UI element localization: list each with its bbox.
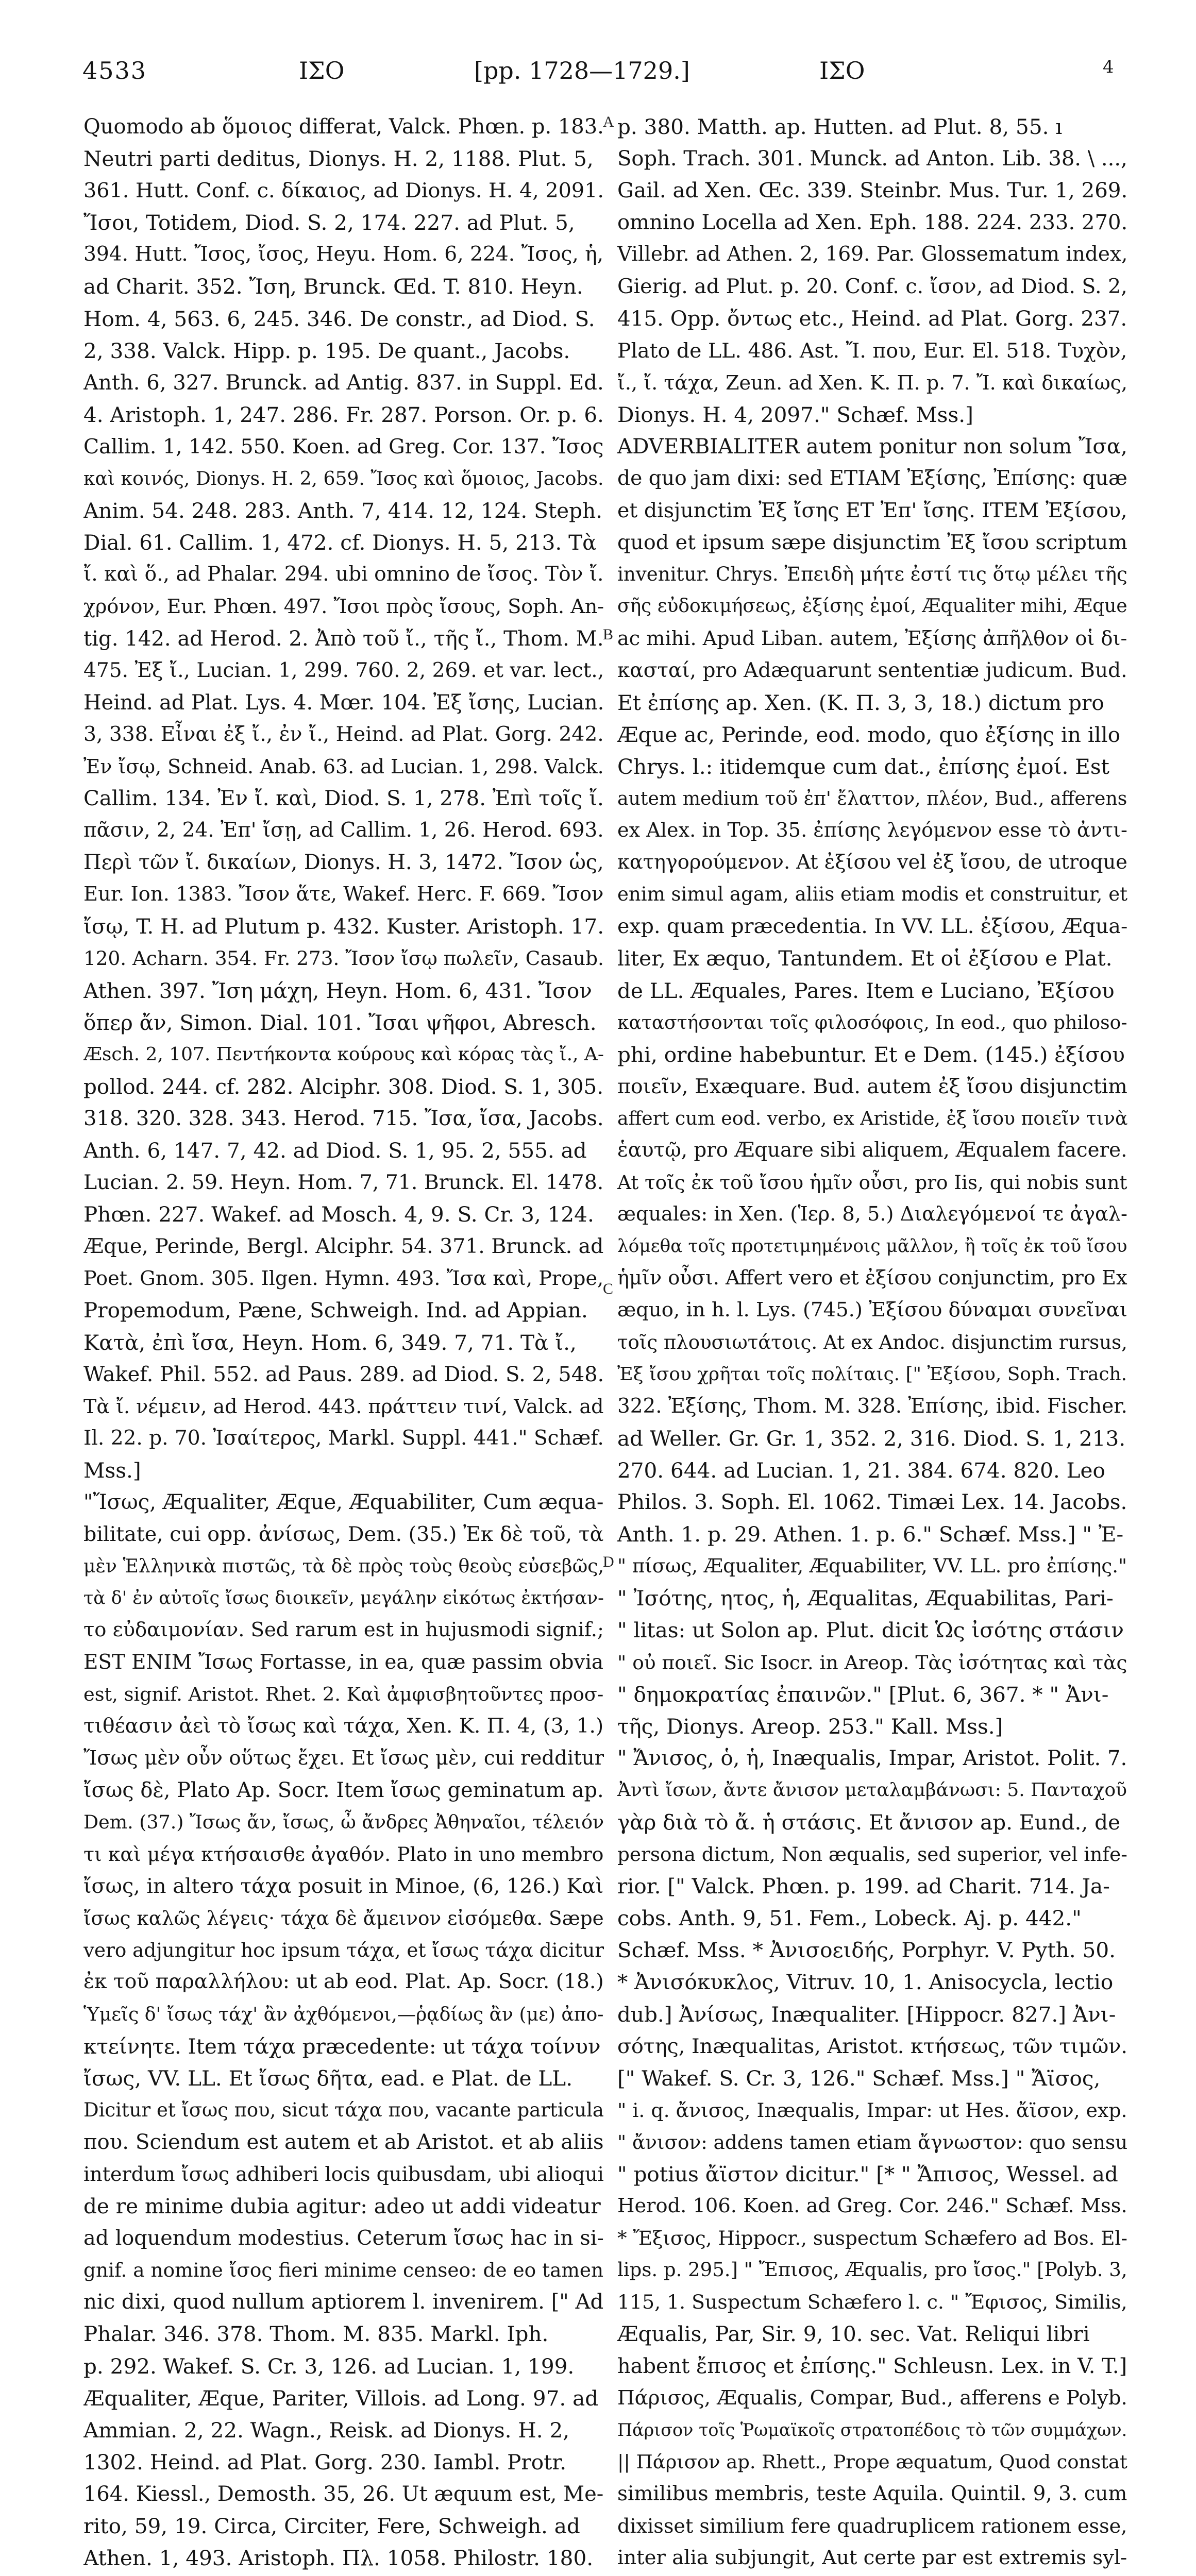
text-line: de LL. Æquales, Pares. Item e Luciano, Ἐξίσου — [617, 978, 1115, 1003]
text-line: Æque ac, Perinde, eod. modo, quo ἐξίσης in illo — [617, 722, 1121, 747]
text-line: τὰ δ' ἐν αὐτοῖς ἴσως διοικεῖν, μεγάλην εἰκότως ἐκτήσαν- — [83, 1588, 604, 1609]
text-line: " οὐ ποιεῖ. Sic Isocr. in Areop. Τὰς ἰσότητας καὶ τὰς — [617, 1651, 1127, 1674]
text-line: Poet. Gnom. 305. Ilgen. Hymn. 493. Ἴσα καὶ, Prope, — [83, 1267, 604, 1290]
text-line: Philos. 3. Soph. El. 1062. Timæi Lex. 14. Jacobs. — [617, 1490, 1127, 1515]
text-line: ad Weller. Gr. Gr. 1, 352. 2, 316. Diod. S. 1, 213. — [617, 1426, 1126, 1451]
text-line: 415. Opp. ὄντως etc., Heind. ad Plat. Gorg. 237. — [617, 306, 1127, 331]
running-header — [82, 57, 1113, 93]
text-line: ἑαυτῷ, pro Æquare sibi aliquem, Æqualem facere. — [617, 1139, 1127, 1162]
text-line: " potius ἄϊστον dicitur." [* " Ἄπισος, Wessel. ad — [617, 2162, 1118, 2187]
text-line: ADVERBIALITER autem ponitur non solum Ἴσα, — [617, 434, 1127, 459]
text-line: το εὐδαιμονίαν. Sed rarum est in hujusmodi signif.; — [83, 1618, 604, 1642]
text-line: Quomodo ab ὅμοιος differat, Valck. Phœn. p. 183. — [83, 115, 604, 139]
text-line: ἴσως, VV. LL. Et ἴσως δῆτα, ead. e Plat. de LL. — [83, 2065, 573, 2091]
text-line: ἴ., ἴ. τάχα, Zeun. ad Xen. K. Π. p. 7. Ἴ. καὶ δικαίως, — [617, 371, 1127, 394]
text-line: Dem. (37.) Ἴσως ἄν, ἴσως, ὦ ἄνδρες Ἀθηναῖοι, τέλειόν — [83, 1810, 604, 1833]
text-line: omnino Locella ad Xen. Eph. 188. 224. 233. 270. — [617, 211, 1127, 235]
right-text-column — [617, 111, 1127, 2576]
text-line: γὰρ διὰ τὸ ἄ. ἡ στάσις. Et ἄνισον ap. Eund., de — [617, 1809, 1121, 1835]
text-line: 164. Kiessl., Demosth. 35, 26. Ut æquum est, Me- — [83, 2482, 604, 2506]
text-line: 475. Ἐξ ἴ., Lucian. 1, 299. 760. 2, 269. et var. lect., — [83, 658, 604, 682]
text-line: cobs. Anth. 9, 51. Fem., Lobeck. Aj. p. 442." — [617, 1906, 1082, 1931]
text-line: 322. Ἐξίσης, Thom. M. 328. Ἐπίσης, ibid. Fischer. — [617, 1394, 1127, 1418]
text-line: Neutri parti deditus, Dionys. H. 2, 1188. Plut. 5, — [83, 146, 594, 172]
text-line: Athen. 397. Ἴση μάχη, Heyn. Hom. 6, 431. Ἴσον — [83, 978, 592, 1003]
text-line: p. 292. Wakef. S. Cr. 3, 126. ad Lucian. 1, 199. — [83, 2353, 575, 2379]
text-line: "Ἴσως, Æqualiter, Æque, Æquabiliter, Cum æqua- — [83, 1490, 604, 1515]
text-line: μὲν Ἑλληνικὰ πιστῶς, τὰ δὲ πρὸς τοὺς θεοὺς εὐσεβῶς, — [83, 1555, 604, 1578]
text-line: 4. Aristoph. 1, 247. 286. Fr. 287. Porson. Or. p. 6. — [83, 402, 604, 427]
text-line: pollod. 244. cf. 282. Alciphr. 308. Diod. S. 1, 305. — [83, 1074, 604, 1099]
text-line: autem medium τοῦ ἐπ' ἔλαττον, πλέον, Bud., afferens — [617, 787, 1127, 809]
text-line: Dicitur et ἴσως που, sicut τάχα που, vacante particula — [83, 2098, 604, 2121]
text-line: Heind. ad Plat. Lys. 4. Mœr. 104. Ἐξ ἴσης, Lucian. — [83, 690, 604, 715]
text-line: tig. 142. ad Herod. 2. Ἀπὸ τοῦ ἴ., τῆς ἴ., Thom. M. — [83, 626, 604, 651]
text-line: dixisset similium fere quadruplicem rationem esse, — [617, 2515, 1127, 2538]
corner-mark: 4 — [1103, 57, 1114, 77]
text-line: vero adjungitur hoc ipsum τάχα, et ἴσως τάχα dicitur — [83, 1939, 604, 1962]
text-line: τι καὶ μέγα κτήσαισθε ἀγαθόν. Plato in uno membro — [83, 1843, 604, 1866]
text-line: Soph. Trach. 301. Munck. ad Anton. Lib. 38. \ ..., — [617, 147, 1127, 171]
text-line: καταστήσονται τοῖς φιλοσόφοις, In eod., quo philoso- — [617, 1011, 1127, 1033]
text-line: ἡμῖν οὖσι. Affert vero et ἐξίσου conjunctim, pro Ex — [617, 1266, 1127, 1290]
text-line: Ἐξ ἴσου χρῆται τοῖς πολίταις. [" Ἐξίσου, Soph. Trach. — [617, 1363, 1127, 1385]
text-line: " πίσως, Æqualiter, Æquabiliter, VV. LL. pro ἐπίσης." — [617, 1555, 1127, 1578]
text-line: Eur. Ion. 1383. Ἴσον ἅτε, Wakef. Herc. F. 669. Ἴσον — [83, 883, 604, 906]
text-line: liter, Ex æquo, Tantundem. Et οἱ ἐξίσου e Plat. — [617, 946, 1113, 971]
text-line: 3, 338. Εἶναι ἐξ ἴ., ἐν ἴ., Heind. ad Plat. Gorg. 242. — [83, 722, 604, 746]
text-line: Ὑμεῖς δ' ἴσως τάχ' ἂν ἀχθόμενοι,—ῥᾳδίως ἂν (με) ἀπο- — [83, 2003, 604, 2025]
text-line: " δημοκρατίας ἐπαινῶν." [Plut. 6, 367. * " Ἀνι- — [617, 1682, 1109, 1707]
text-line: κτείνητε. Item τάχα præcedente: ut τάχα τοίνυν — [83, 2033, 601, 2059]
page-range-reference: [pp. 1728—1729.] — [474, 57, 690, 84]
text-line: [" Wakef. S. Cr. 3, 126." Schæf. Mss.] " Ἄϊσος, — [617, 2065, 1101, 2091]
text-line: τοῖς πλουσιωτάτοις. At ex Andoc. disjunctim rursus, — [617, 1331, 1127, 1353]
text-line: " Ἄνισος, ὁ, ἡ, Inæqualis, Impar, Aristot. Polit. 7. — [617, 1746, 1127, 1770]
text-line: Æqualiter, Æque, Pariter, Villois. ad Long. 97. ad — [83, 2385, 599, 2411]
text-line: enim simul agam, aliis etiam modis et construitur, et — [617, 883, 1127, 906]
text-line: gnif. a nomine ἴσος fieri minime censeo: de eo tamen — [83, 2259, 604, 2282]
text-line: phi, ordine habebuntur. Et e Dem. (145.) ἐξίσου — [617, 1042, 1125, 1067]
text-line: Athen. 1, 493. Aristoph. Πλ. 1058. Philostr. 180. — [83, 2546, 594, 2571]
text-line: Ἴσοι, Totidem, Diod. S. 2, 174. 227. ad Plut. 5, — [83, 210, 575, 235]
text-line: χρόνον, Eur. Phœn. 497. Ἴσοι πρὸς ἴσους, Soph. An- — [83, 595, 604, 618]
text-line: Dial. 61. Callim. 1, 472. cf. Dionys. H. 5, 213. Τὰ — [83, 530, 597, 555]
text-line: dub.] Ἀνίσως, Inæqualiter. [Hippocr. 827.] Ἀνι- — [617, 2002, 1116, 2027]
text-line: ὅπερ ἄν, Simon. Dial. 101. Ἴσαι ψῆφοι, Abresch. — [83, 1010, 597, 1035]
text-line: Anim. 54. 248. 283. Anth. 7, 414. 12, 124. Steph. — [83, 498, 603, 523]
text-line: Ἐν ἴσῳ, Schneid. Anab. 63. ad Lucian. 1, 298. Valck. — [83, 755, 604, 778]
text-line: Villebr. ad Athen. 2, 169. Par. Glossematum index, — [617, 243, 1127, 266]
text-line: persona dictum, Non æqualis, sed superior, vel infe- — [617, 1843, 1127, 1866]
text-line — [83, 2574, 604, 2576]
text-line: Phœn. 227. Wakef. ad Mosch. 4, 9. S. Cr. 3, 124. — [83, 1202, 594, 1227]
text-line: æquales: in Xen. (Ἱερ. 8, 5.) Διαλεγόμενοί τε ἀγαλ- — [617, 1202, 1127, 1226]
margin-marker-c: C — [603, 1280, 614, 1297]
text-line: Gail. ad Xen. Œc. 339. Steinbr. Mus. Tur. 1, 269. — [617, 179, 1127, 203]
text-line: quod et ipsum sæpe disjunctim Ἐξ ἴσου scriptum — [617, 531, 1127, 555]
text-line: * Ἔξισος, Hippocr., suspectum Schæfero ad Bos. El- — [617, 2227, 1127, 2250]
text-line: τιθέασιν ἀεὶ τὸ ἴσως καὶ τάχα, Xen. K. Π. 4, (3, 1.) — [83, 1714, 604, 1738]
text-line: Ἴσως μὲν οὖν οὕτως ἔχει. Et ἴσως μὲν, cui redditur — [83, 1746, 604, 1770]
text-line: Plato de LL. 486. Ast. Ἴ. που, Eur. El. 518. Τυχὸν, — [617, 338, 1127, 363]
text-line: που. Sciendum est autem et ab Aristot. et ab aliis — [83, 2129, 604, 2154]
text-line: Schæf. Mss. * Ἀνισοειδής, Porphyr. V. Pyth. 50. — [617, 1938, 1116, 1963]
text-line: σότης, Inæqualitas, Aristot. κτήσεως, τῶν τιμῶν. — [617, 2034, 1127, 2058]
text-line: interdum ἴσως adhiberi locis quibusdam, ubi alioqui — [83, 2163, 604, 2185]
text-line: κασταί, pro Adæquarunt sententiæ judicum. Bud. — [617, 658, 1127, 682]
text-line: ad Charit. 352. Ἴση, Brunck. Œd. T. 810. Heyn. — [83, 274, 583, 299]
text-line: 2, 338. Valck. Hipp. p. 195. De quant., Jacobs. — [83, 338, 570, 363]
text-line: ex Alex. in Top. 35. ἐπίσης λεγόμενον esse τὸ ἀντι- — [617, 819, 1127, 842]
text-line: 318. 320. 328. 343. Herod. 715. Ἴσα, ἴσα, Jacobs. — [83, 1106, 604, 1130]
text-line: Callim. 1, 142. 550. Koen. ad Greg. Cor. 137. Ἴσος — [83, 434, 604, 459]
margin-marker-d: D — [603, 1553, 614, 1570]
text-line: Æqualis, Par, Sir. 9, 10. sec. Vat. Reliqui libri — [617, 2321, 1090, 2347]
text-line: rior. [" Valck. Phœn. p. 199. ad Charit. 714. Ja- — [617, 1874, 1110, 1899]
text-line: est, signif. Aristot. Rhet. 2. Καὶ ἀμφισβητοῦντες προσ- — [83, 1683, 604, 1705]
text-line: Wakef. Phil. 552. ad Paus. 289. ad Diod. S. 2, 548. — [83, 1362, 604, 1386]
text-line: Anth. 6, 327. Brunck. ad Antig. 837. in Suppl. Ed. — [83, 370, 604, 395]
text-line: de re minime dubia agitur: adeo ut addi videatur — [83, 2194, 601, 2219]
text-line: " Ἰσότης, ητος, ἡ, Æqualitas, Æquabilitas, Pari- — [617, 1586, 1114, 1611]
text-line: λόμεθα τοῖς προτετιμημένοις μᾶλλον, ἢ τοῖς ἐκ τοῦ ἴσου — [617, 1236, 1127, 1257]
text-line: Propemodum, Pæne, Schweigh. Ind. ad Appian. — [83, 1298, 588, 1323]
text-line: exp. quam præcedentia. In VV. LL. ἐξίσου, Æqua- — [617, 914, 1127, 939]
text-line: Anth. 1. p. 29. Athen. 1. p. 6." Schæf. Mss.] " Ἐ- — [617, 1522, 1124, 1547]
text-line: 270. 644. ad Lucian. 1, 21. 384. 674. 820. Leo — [617, 1458, 1105, 1483]
margin-marker-b: B — [603, 626, 614, 643]
text-line: Chrys. l.: itidemque cum dat., ἐπίσης ἐμοί. Est — [617, 754, 1109, 779]
text-line: Dionys. H. 4, 2097." Schæf. Mss.] — [617, 402, 973, 427]
text-line: affert cum eod. verbo, ex Aristide, ἐξ ἴσου ποιεῖν τινὰ — [617, 1107, 1127, 1129]
text-line: πᾶσιν, 2, 24. Ἐπ' ἴσῃ, ad Callim. 1, 26. Herod. 693. — [83, 819, 604, 842]
text-line: et disjunctim Ἐξ ἴσης ET Ἐπ' ἴσης. ITEM Ἐξίσου, — [617, 499, 1127, 523]
text-line: Æque, Perinde, Bergl. Alciphr. 54. 371. Brunck. ad — [83, 1234, 604, 1259]
text-line: invenitur. Chrys. Ἐπειδὴ μήτε ἐστί τις ὅτῳ μέλει τῆς — [617, 563, 1127, 586]
left-text-column — [83, 111, 604, 2576]
text-line: " i. q. ἄνισος, Inæqualis, Impar: ut Hes. ἄϊσον, exp. — [617, 2098, 1127, 2122]
text-line: Lucian. 2. 59. Heyn. Hom. 7, 71. Brunck. El. 1478. — [83, 1171, 604, 1195]
text-line: καὶ κοινός, Dionys. H. 2, 659. Ἴσος καὶ ὅμοιος, Jacobs. — [83, 467, 604, 490]
text-line: EST ENIM Ἴσως Fortasse, in ea, quæ passim obvia — [83, 1650, 604, 1674]
right-headword: ΙΣΟ — [819, 57, 865, 84]
text-line: ad loquendum modestius. Ceterum ἴσως hac in si- — [83, 2226, 604, 2250]
text-line: ποιεῖν, Exæquare. Bud. autem ἐξ ἴσου disjunctim — [617, 1074, 1127, 1098]
text-line: similibus membris, teste Aquila. Quintil. 9, 3. cum — [617, 2482, 1127, 2505]
text-line: Πάρισον τοῖς Ῥωμαϊκοῖς στρατοπέδοις τὸ τῶν συμμάχων. — [617, 2419, 1127, 2440]
text-line: Κατὰ, ἐπὶ ἴσα, Heyn. Hom. 6, 349. 7, 71. Τὰ ἴ., — [83, 1330, 577, 1355]
text-line: Περὶ τῶν ἴ. δικαίων, Dionys. H. 3, 1472. Ἴσον ὡς, — [83, 851, 604, 875]
text-line: Æsch. 2, 107. Πεντήκοντα κούρους καὶ κόρας τὰς ἴ., A- — [83, 1043, 604, 1065]
text-line: ἐκ τοῦ παραλλήλου: ut ab eod. Plat. Ap. Socr. (18.) — [83, 1970, 604, 1994]
text-line: Phalar. 346. 378. Thom. M. 835. Markl. Iph. — [83, 2321, 549, 2347]
text-line: ac mihi. Apud Liban. autem, Ἐξίσης ἀπῆλθον οἱ δι- — [617, 627, 1127, 650]
text-line: " ἄνισον: addens tamen etiam ἄγνωστον: quo sensu — [617, 2130, 1127, 2154]
text-line: ἴσως δὲ, Plato Ap. Socr. Item ἴσως geminatum ap. — [83, 1778, 604, 1802]
text-line: 1302. Heind. ad Plat. Gorg. 230. Iambl. Protr. — [83, 2449, 567, 2475]
margin-marker-a: A — [603, 113, 614, 130]
text-line: σῆς εὐδοκιμήσεως, ἐξίσης ἐμοί, Æqualiter mihi, Æque — [617, 596, 1127, 617]
text-line: Herod. 106. Koen. ad Greg. Cor. 246." Schæf. Mss. — [617, 2194, 1127, 2218]
text-line: Anth. 6, 147. 7, 42. ad Diod. S. 1, 95. 2, 555. ad — [83, 1138, 587, 1163]
text-line: ἴσως, in altero τάχα posuit in Minoe, (6, 126.) Καὶ — [83, 1874, 604, 1899]
text-line: 361. Hutt. Conf. c. δίκαιος, ad Dionys. H. 4, 2091. — [83, 179, 604, 203]
text-line: Et ἐπίσης ap. Xen. (K. Π. 3, 3, 18.) dictum pro — [617, 690, 1104, 715]
text-line: de quo jam dixi: sed ETIAM Ἐξίσης, Ἐπίσης: quæ — [617, 467, 1127, 490]
left-headword: ΙΣΟ — [299, 57, 345, 84]
text-line: At τοῖς ἐκ τοῦ ἴσου ἡμῖν οὖσι, pro Iis, qui nobis sunt — [617, 1171, 1127, 1194]
text-line: ἴσῳ, T. H. ad Plutum p. 432. Kuster. Aristoph. 17. — [83, 914, 604, 939]
text-line: ἴσως καλῶς λέγεις· τάχα δὲ ἄμεινον εἰσόμεθα. Sæpe — [83, 1907, 604, 1930]
text-line: Ammian. 2, 22. Wagn., Reisk. ad Dionys. H. 2, — [83, 2417, 570, 2443]
text-line: " litas: ut Solon ap. Plut. dicit Ὡς ἰσότης στάσιν — [617, 1618, 1124, 1643]
text-line: || Πάρισον ap. Rhett., Prope æquatum, Quod constat — [617, 2450, 1127, 2473]
text-line: rito, 59, 19. Circa, Circiter, Fere, Schweigh. ad — [83, 2514, 580, 2539]
text-line: nic dixi, quod nullum aptiorem l. invenirem. [" Ad — [83, 2290, 604, 2314]
text-line: 115, 1. Suspectum Schæfero l. c. " Ἔφισος, Similis, — [617, 2291, 1127, 2314]
page-number: 4533 — [82, 57, 147, 84]
text-line: Ἀντὶ ἴσων, ἄντε ἄνισον μεταλαμβάνωσι: 5. Πανταχοῦ — [617, 1779, 1127, 1801]
text-line: Gierig. ad Plut. p. 20. Conf. c. ἴσον, ad Diod. S. 2, — [617, 275, 1127, 299]
text-line: Hom. 4, 563. 6, 245. 346. De constr., ad Diod. S. — [83, 306, 595, 331]
text-line: * Ἀνισόκυκλος, Vitruv. 10, 1. Anisocycla, lectio — [617, 1970, 1114, 1995]
text-line: ἴ. καὶ ὅ., ad Phalar. 294. ubi omnino de ἴσος. Τὸν ἴ. — [83, 563, 604, 586]
text-line: lips. p. 295.] " Ἔπισος, Æqualis, pro ἴσος." [Polyb. 3, — [617, 2259, 1127, 2281]
text-line: habent ἔπισος et ἐπίσης." Schleusn. Lex. in V. T.] — [617, 2354, 1127, 2378]
text-line: κατηγορούμενον. At ἐξίσου vel ἐξ ἴσου, de utroque — [617, 851, 1127, 874]
text-line: Il. 22. p. 70. Ἰσαίτερος, Markl. Suppl. 441." Schæf. — [83, 1426, 604, 1450]
text-line: τῆς, Dionys. Areop. 253." Kall. Mss.] — [617, 1714, 1003, 1739]
text-line: Πάρισος, Æqualis, Compar, Bud., afferens e Polyb. — [617, 2386, 1127, 2410]
text-line: 394. Hutt. Ἴσος, ἴσος, Heyu. Hom. 6, 224. Ἴσος, ἡ, — [83, 243, 604, 266]
text-line: inter alia subjungit, Aut certe par est extremis syl- — [617, 2546, 1127, 2570]
text-line — [617, 2574, 1127, 2576]
text-line: 120. Acharn. 354. Fr. 273. Ἴσον ἴσῳ πωλεῖν, Casaub. — [83, 947, 604, 970]
text-line: Callim. 134. Ἐν ἴ. καὶ, Diod. S. 1, 278. Ἐπὶ τοῖς ἴ. — [83, 786, 604, 810]
text-line: Τὰ ἴ. νέμειν, ad Herod. 443. πράττειν τινί, Valck. ad — [83, 1395, 604, 1418]
text-line: æquo, in h. l. Lys. (745.) Ἐξίσου δύναμαι συνεῖναι — [617, 1298, 1127, 1322]
text-line: Mss.] — [83, 1458, 141, 1483]
text-line: bilitate, cui opp. ἀνίσως, Dem. (35.) Ἐκ δὲ τοῦ, τὰ — [83, 1522, 604, 1547]
text-line: p. 380. Matth. ap. Hutten. ad Plut. 8, 55. ı — [617, 114, 1063, 139]
